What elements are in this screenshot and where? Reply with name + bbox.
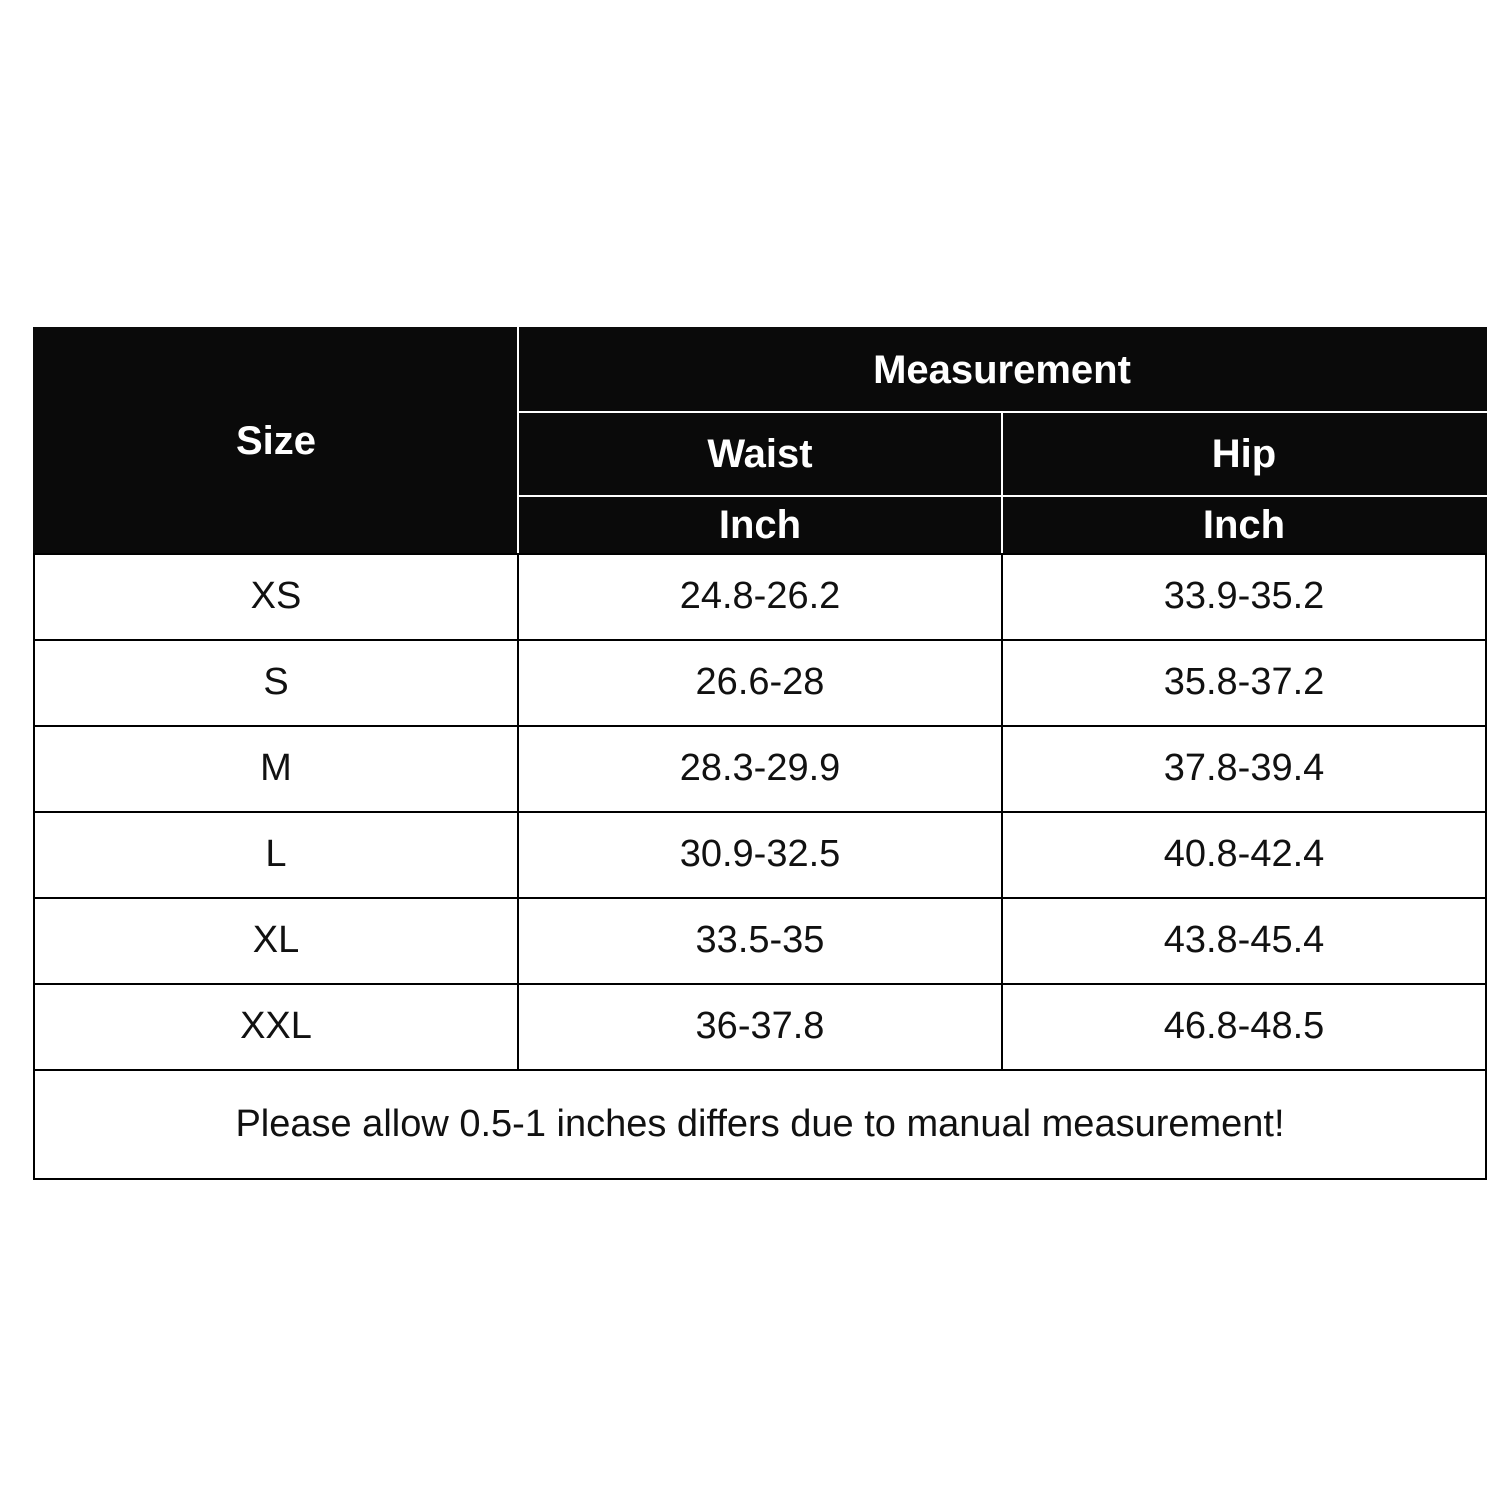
- hip-cell: 46.8-48.5: [1002, 984, 1486, 1070]
- note-row: [34, 1070, 1486, 1179]
- measurement-header: Measurement: [518, 328, 1486, 412]
- size-cell: XS: [34, 554, 518, 640]
- size-cell: XXL: [34, 984, 518, 1070]
- waist-unit-header: Inch: [518, 496, 1002, 554]
- waist-cell: 26.6-28: [518, 640, 1002, 726]
- hip-cell: 33.9-35.2: [1002, 554, 1486, 640]
- size-cell: XL: [34, 898, 518, 984]
- waist-cell: 24.8-26.2: [518, 554, 1002, 640]
- table-row: [34, 640, 1486, 726]
- waist-cell: 36-37.8: [518, 984, 1002, 1070]
- table-row: [34, 812, 1486, 898]
- hip-cell: 37.8-39.4: [1002, 726, 1486, 812]
- size-column-header: Size: [34, 328, 518, 554]
- hip-cell: 43.8-45.4: [1002, 898, 1486, 984]
- hip-cell: 35.8-37.2: [1002, 640, 1486, 726]
- hip-column-header: Hip: [1002, 412, 1486, 496]
- measurement-note: Please allow 0.5-1 inches differs due to manual measurement!: [34, 1070, 1486, 1179]
- table-row: [34, 726, 1486, 812]
- waist-cell: 33.5-35: [518, 898, 1002, 984]
- table-row: [34, 554, 1486, 640]
- table-row: [34, 898, 1486, 984]
- table-row: [34, 984, 1486, 1070]
- size-chart-table: [33, 327, 1487, 1180]
- waist-column-header: Waist: [518, 412, 1002, 496]
- size-cell: M: [34, 726, 518, 812]
- waist-cell: 30.9-32.5: [518, 812, 1002, 898]
- size-cell: S: [34, 640, 518, 726]
- hip-cell: 40.8-42.4: [1002, 812, 1486, 898]
- hip-unit-header: Inch: [1002, 496, 1486, 554]
- size-cell: L: [34, 812, 518, 898]
- waist-cell: 28.3-29.9: [518, 726, 1002, 812]
